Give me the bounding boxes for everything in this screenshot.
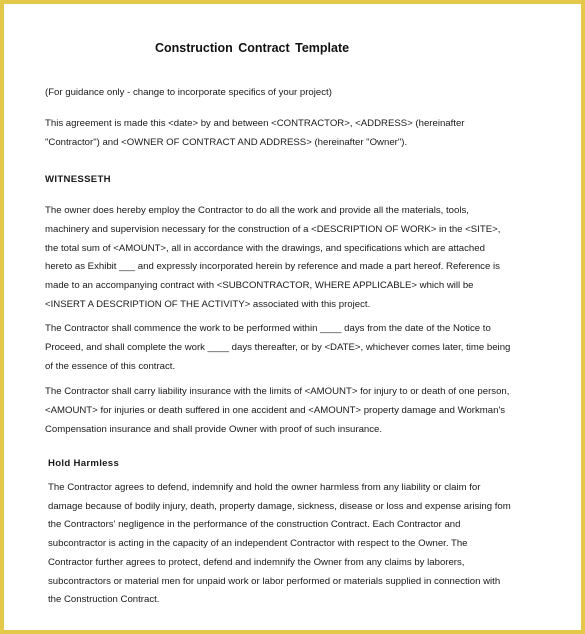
text-line: Compensation insurance and shall provide Owner with proof of such insurance. <box>45 423 383 435</box>
text-line: "Contractor") and <OWNER OF CONTRACT AND ADDRESS> (hereinafter "Owner"). <box>45 136 408 148</box>
text-line: damage because of bodily injury, death, property damage, sickness, disease or loss and expense arising fom <box>48 500 511 512</box>
text-line: the total sum of <AMOUNT>, all in accordance with the drawings, and specifications which are attached <box>45 242 485 254</box>
text-line: made to an accompanying contract with <SUBCONTRACTOR, WHERE APPLICABLE> which will be <box>45 280 474 292</box>
text-line: The Contractor shall carry liability insurance with the limits of <AMOUNT> for injury to or death of one person, <box>45 386 510 397</box>
guidance-note: (For guidance only - change to incorporate specifics of your project) <box>45 87 332 98</box>
text-line: Proceed, and shall complete the work ____ days thereafter, or by <DATE>, whichever comes later, time being <box>45 341 511 353</box>
text-line: the Contractors' negligence in the performance of the construction Contract. Each Contractor and <box>48 519 461 531</box>
text-line: subcontractors or material men for unpaid work or labor performed or materials supplied in connection with <box>48 575 501 587</box>
text-line: The Contractor agrees to defend, indemnify and hold the owner harmless from any liability or claim for <box>48 482 481 493</box>
employment-paragraph <box>45 202 548 315</box>
insurance-paragraph <box>45 383 548 439</box>
text-line: The Contractor shall commence the work to be performed within ____ days from the date of the Notice to <box>45 323 491 334</box>
text-line: <AMOUNT> for injuries or death suffered in one accident and <AMOUNT> property damage and Workman's <box>45 404 506 416</box>
hold-harmless-paragraph <box>48 479 549 610</box>
agreement-paragraph <box>45 115 548 153</box>
document-page <box>8 8 577 626</box>
text-line: hereto as Exhibit ___ and expressly incorporated herein by reference and made a part hereof. Reference is <box>45 261 500 273</box>
text-line: <INSERT A DESCRIPTION OF THE ACTIVITY> associated with this project. <box>45 298 371 310</box>
schedule-paragraph <box>45 320 548 376</box>
text-line: the Construction Contract. <box>48 594 160 606</box>
hold-harmless-heading: Hold Harmless <box>48 458 120 469</box>
text-line: This agreement is made this <date> by and between <CONTRACTOR>, <ADDRESS> (hereinafter <box>45 118 465 129</box>
text-line: subcontractor is acting in the capacity of an independent Contractor with respect to the Owner. The <box>48 538 468 550</box>
text-line: The owner does hereby employ the Contractor to do all the work and provide all the materials, tools, <box>45 205 469 216</box>
document-title: Construction Contract Template <box>155 41 350 55</box>
witnesseth-heading: WITNESSETH <box>45 174 111 185</box>
text-line: machinery and supervision necessary for the construction of a <DESCRIPTION OF WORK> in the <SITE>, <box>45 223 501 235</box>
text-line: Contractor further agrees to protect, defend and indemnify the Owner from any claims by laborers, <box>48 556 465 568</box>
text-line: of the essence of this contract. <box>45 360 176 372</box>
